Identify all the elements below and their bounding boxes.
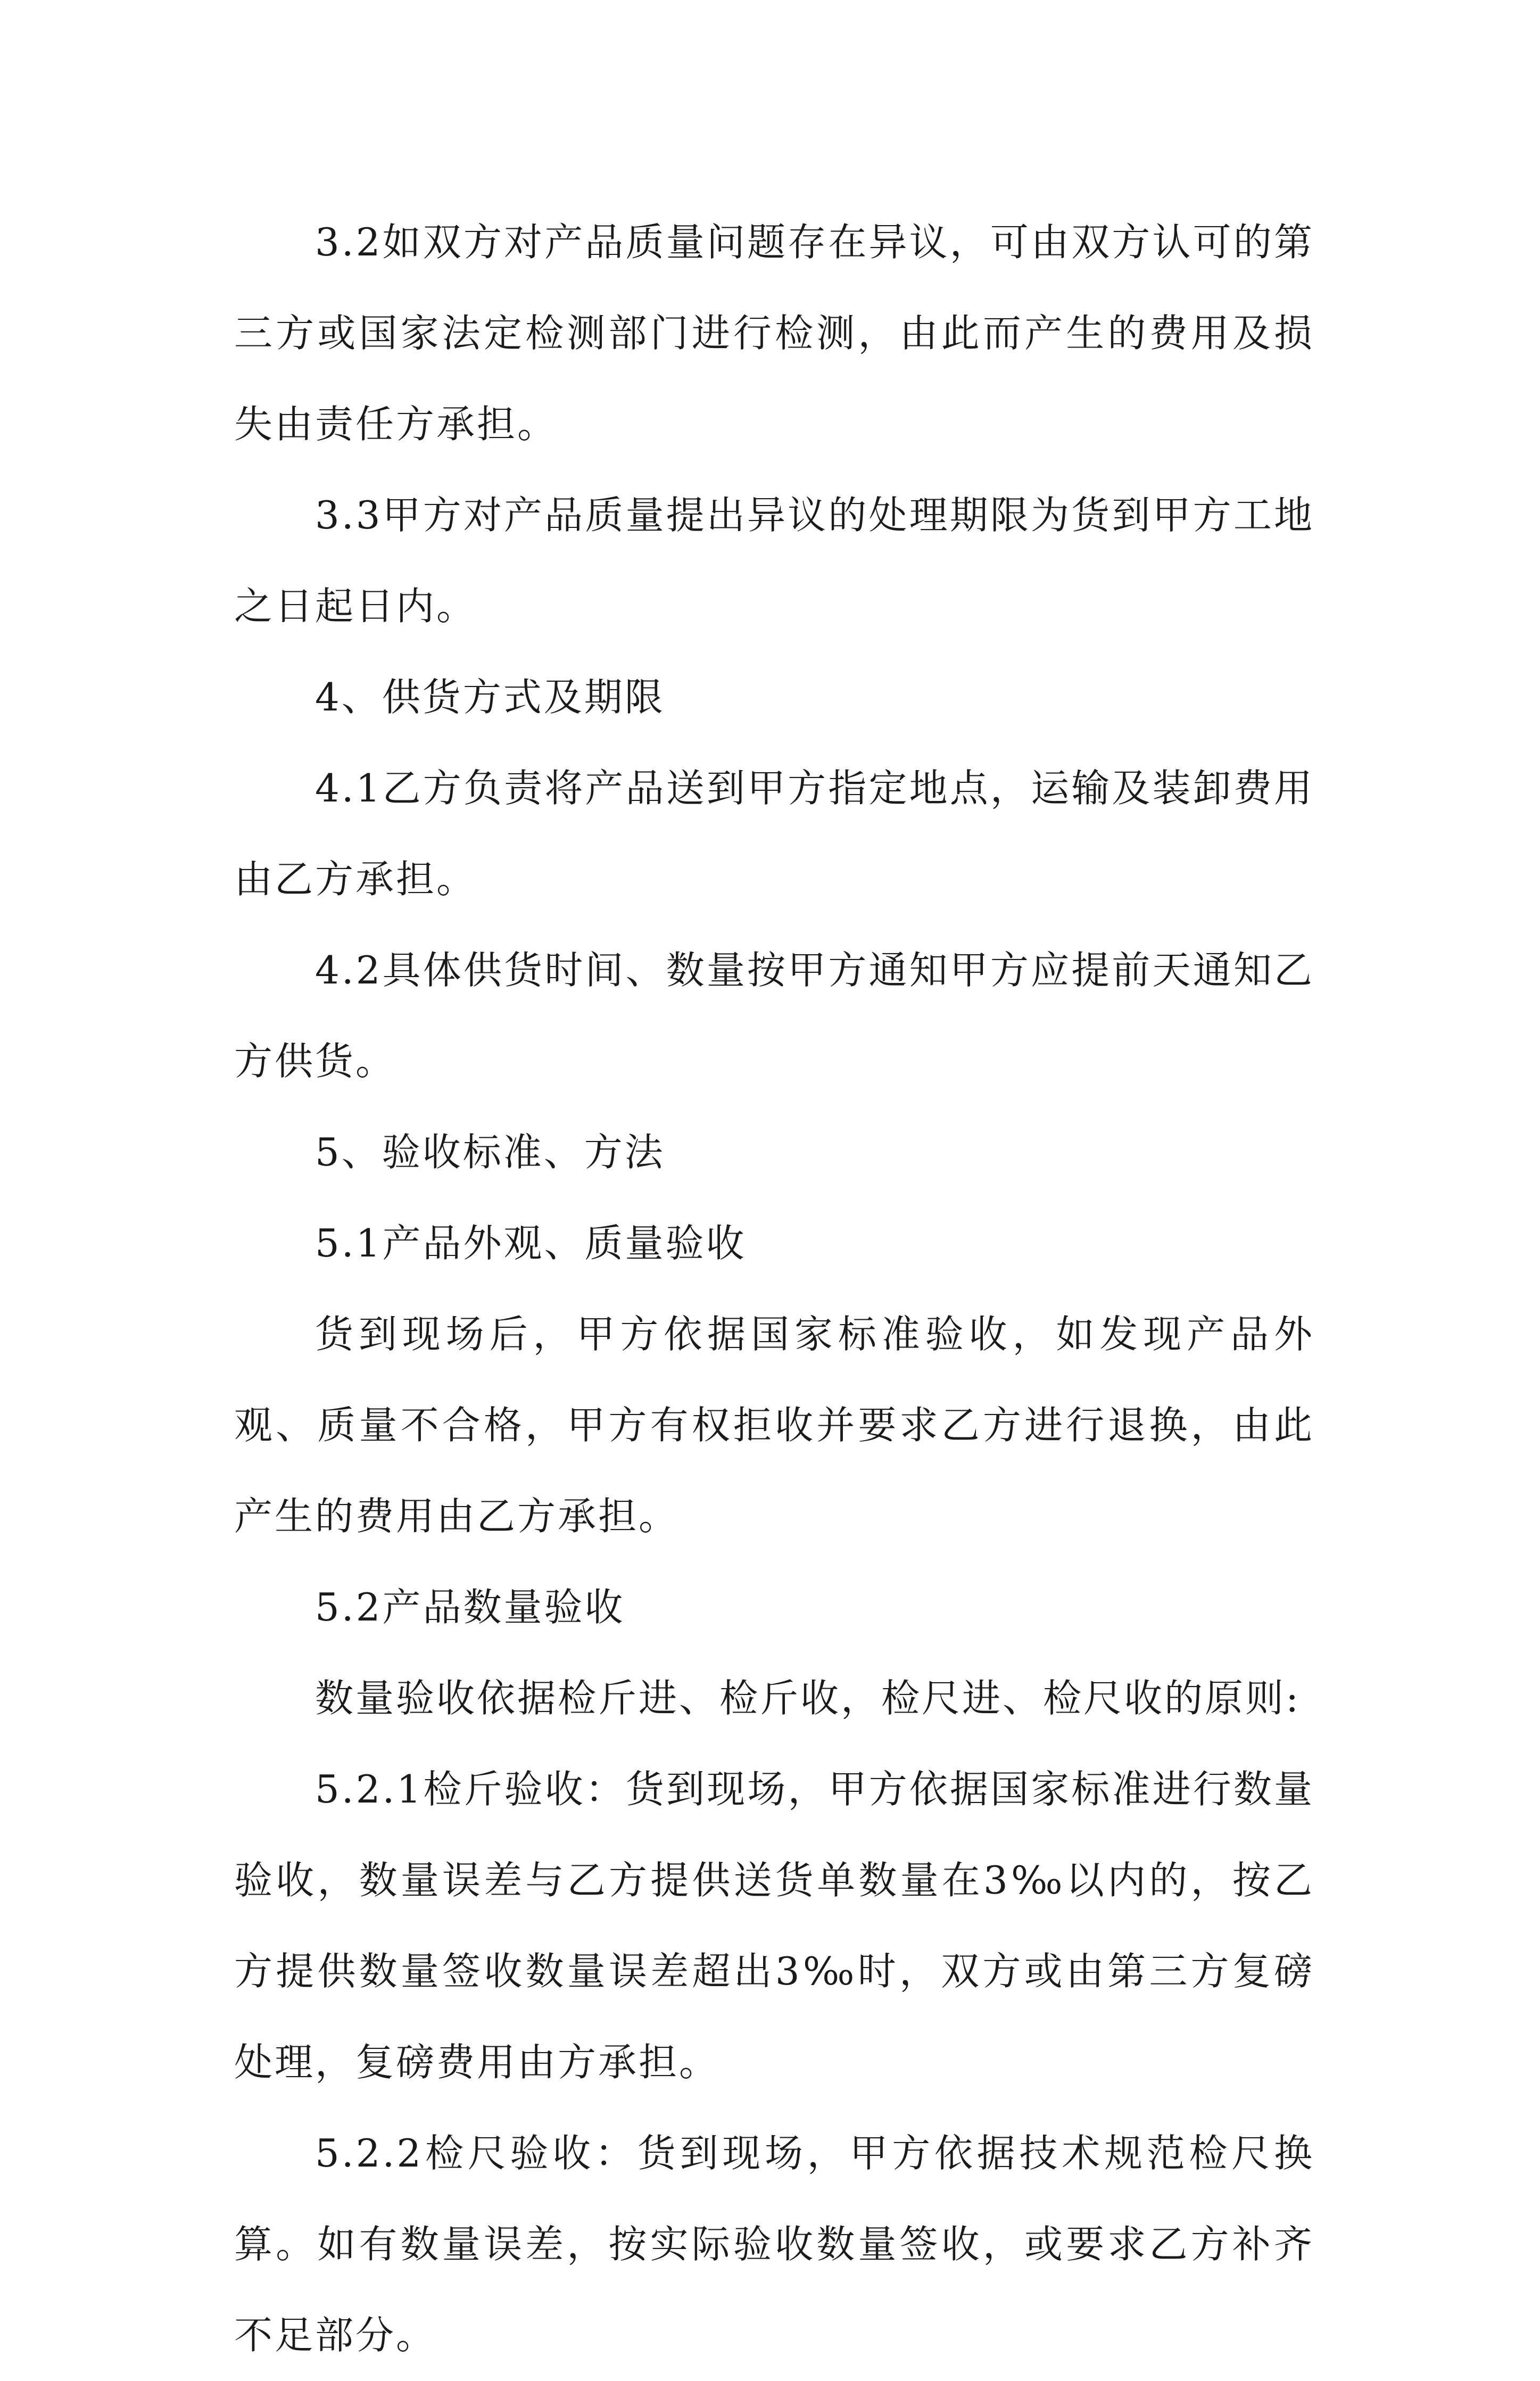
paragraph-3-3: 3.3甲方对产品质量提出异议的处理期限为货到甲方工地之日起日内。 bbox=[234, 493, 1314, 629]
paragraph-5-2-1: 5.2.1检斤验收：货到现场，甲方依据国家标准进行数量验收，数量误差与乙方提供送货单数量在3‰以内的，按乙方提供数量签收数量误差超出3‰时，双方或由第三方复磅处理，复磅费用由方承担。 bbox=[234, 1767, 1314, 2085]
paragraph-4-1: 4.1乙方负责将产品送到甲方指定地点，运输及装卸费用由乙方承担。 bbox=[234, 766, 1314, 902]
paragraph-4-2: 4.2具体供货时间、数量按甲方通知甲方应提前天通知乙方供货。 bbox=[234, 948, 1314, 1084]
subheading-5-2: 5.2产品数量验收 bbox=[315, 1585, 625, 1630]
subheading-5-1: 5.1产品外观、质量验收 bbox=[315, 1221, 747, 1266]
paragraph-5-2-principle: 数量验收依据检斤进、检斤收，检尺进、检尺收的原则: bbox=[315, 1676, 1301, 1721]
document-body bbox=[234, 197, 1314, 2381]
section-heading-5: 5、验收标准、方法 bbox=[315, 1130, 665, 1175]
paragraph-5-2-2: 5.2.2检尺验收：货到现场，甲方依据技术规范检尺换算。如有数量误差，按实际验收数量签收，或要求乙方补齐不足部分。 bbox=[234, 2131, 1314, 2358]
paragraph-5-1-body: 货到现场后，甲方依据国家标准验收，如发现产品外观、质量不合格，甲方有权拒收并要求乙方进行退换，由此产生的费用由乙方承担。 bbox=[234, 1312, 1314, 1539]
paragraph-3-2: 3.2如双方对产品质量问题存在异议，可由双方认可的第三方或国家法定检测部门进行检测，由此而产生的费用及损失由责任方承担。 bbox=[234, 220, 1314, 447]
section-heading-4: 4、供货方式及期限 bbox=[315, 675, 665, 720]
